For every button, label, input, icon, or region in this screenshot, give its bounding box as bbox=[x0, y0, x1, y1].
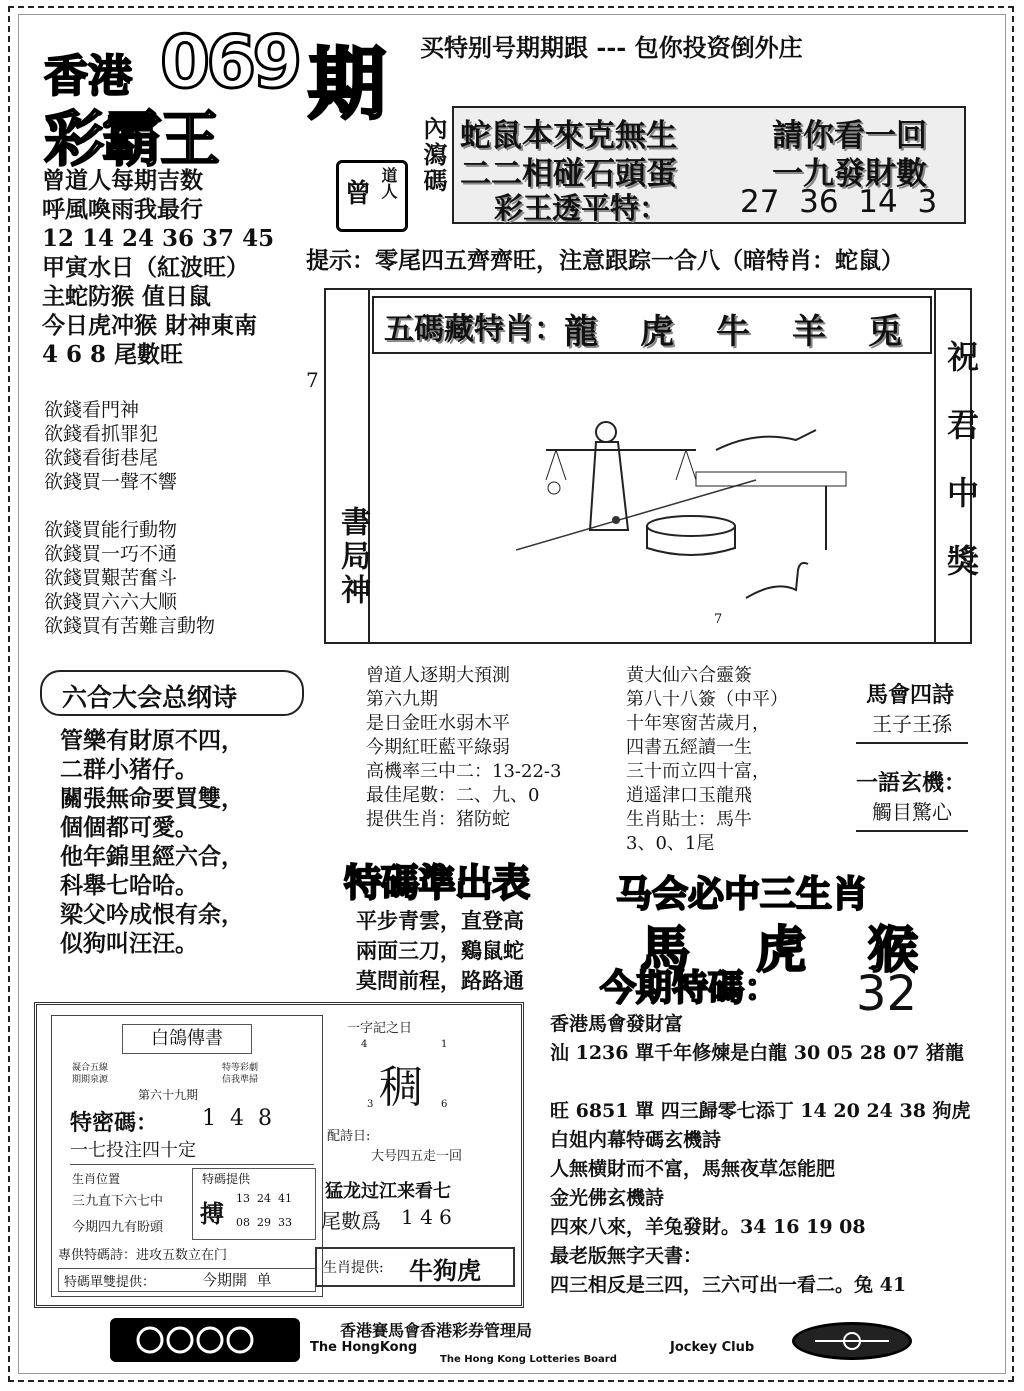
scan-poem-line: 專供特碼詩：进攻五数立在门 bbox=[58, 1248, 228, 1263]
seal-stamp bbox=[336, 160, 408, 232]
poem-line: 關張無命要買雙， bbox=[60, 785, 244, 812]
poem-line: 梁父吟成恨有余， bbox=[60, 901, 244, 928]
huang-line: 三十而立四十富， bbox=[626, 761, 770, 782]
scan-provide-nums2: 08 29 33 bbox=[236, 1216, 292, 1229]
footer bbox=[110, 1318, 922, 1366]
scan-right-title: 一字記之日 bbox=[347, 1021, 413, 1036]
brand-top: 香港 bbox=[44, 51, 132, 102]
scan-big-char: 稠 bbox=[379, 1062, 423, 1113]
nei-line1-left: 蛇鼠本來克無生 bbox=[460, 118, 677, 154]
zeng-line: 最佳尾數：二、九、0 bbox=[366, 785, 540, 806]
qian-line: 欲錢買六六大顺 bbox=[44, 591, 178, 613]
special-line: 兩面三刀，鷄鼠蛇 bbox=[356, 938, 524, 963]
scan-zodiac-label: 生肖提供: bbox=[323, 1260, 384, 1276]
lotteries-logo bbox=[792, 1322, 912, 1360]
yiyu-value: 觸目驚心 bbox=[856, 796, 968, 832]
rb-line: 汕 1236 單千年修煉是白龍 30 05 28 07 猪龍 bbox=[550, 1042, 964, 1064]
huang-line: 十年寒窗苦歲月， bbox=[626, 713, 770, 734]
huang-line: 3、0、1尾 bbox=[626, 833, 715, 854]
brand-bottom: 彩霸王 bbox=[44, 105, 218, 175]
scan-left-card bbox=[51, 1015, 323, 1297]
seal-text: 道人 bbox=[379, 167, 398, 199]
huang-line: 逍遥津口玉龍飛 bbox=[626, 785, 752, 806]
zodiac-title-label: 五碼藏特肖： bbox=[384, 312, 564, 347]
today-label: 今期特碼： bbox=[600, 968, 781, 1009]
picture-panel bbox=[324, 288, 980, 644]
qian-line: 欲錢買有苦難言動物 bbox=[44, 615, 216, 637]
horse-poem-title: 馬會四詩 bbox=[866, 682, 955, 708]
nei-line3-label: 彩王透平特： bbox=[494, 191, 669, 225]
seal-sub: 曾 bbox=[345, 179, 372, 209]
rb-line: 白姐内幕特碼玄機詩 bbox=[550, 1129, 722, 1151]
scan-n1: 1 bbox=[441, 1039, 448, 1050]
issue-number: 069 bbox=[160, 20, 299, 104]
huang-line: 四書五經讀一生 bbox=[626, 737, 752, 758]
qian-line: 欲錢看抓罪犯 bbox=[44, 423, 159, 445]
scan-small-right-1: 特等彩劇 bbox=[222, 1063, 259, 1073]
nei-banner bbox=[452, 106, 966, 224]
hint-line: 提示：零尾四五齊齊旺，注意跟踪一合八（暗特肖：蛇鼠） bbox=[306, 247, 904, 274]
zeng-line: 是日金旺水弱木平 bbox=[366, 713, 510, 734]
zodiac-3: 牛 bbox=[716, 312, 750, 352]
rb-line: 四三相反是三四，三六可出一看二。兔 41 bbox=[550, 1274, 907, 1296]
left-line: 曾道人每期吉数 bbox=[42, 167, 203, 194]
special-table-lines bbox=[356, 906, 524, 996]
zeng-line: 今期紅旺藍平綠弱 bbox=[366, 737, 510, 758]
zeng-line: 第六九期 bbox=[366, 689, 438, 710]
rb-line: 人無横財而不富，馬無夜草怎能肥 bbox=[550, 1158, 836, 1180]
special-table-title: 特碼準出表 bbox=[344, 861, 530, 905]
right-vertical: 祝君中獎 bbox=[942, 340, 980, 612]
zodiac-5: 兎 bbox=[868, 312, 902, 352]
left-line: 今日虎冲猴 財神東南 bbox=[42, 312, 258, 339]
footer-en3: The Hong Kong Lotteries Board bbox=[440, 1354, 617, 1365]
scan-pos-line1: 三九直下六七中 bbox=[72, 1194, 164, 1209]
scan-double-value: 今期開 单 bbox=[202, 1271, 272, 1289]
nei-side-label: 內瀉碼 bbox=[419, 116, 448, 194]
qian-line: 欲錢看門神 bbox=[44, 399, 140, 421]
qian-line: 欲錢買能行動物 bbox=[44, 519, 178, 541]
three-zodiac-3: 猴 bbox=[868, 921, 918, 979]
yiyu-title: 一語玄機： bbox=[856, 770, 967, 796]
special-line: 莫問前程，路路通 bbox=[356, 968, 524, 993]
nei-line1-right: 請你看一回 bbox=[772, 118, 927, 154]
scan-provide-nums1: 13 24 41 bbox=[236, 1192, 292, 1205]
poem-lines bbox=[60, 726, 244, 958]
right-bottom-lines bbox=[550, 1010, 971, 1300]
scan-small-left-1: 凝合五線 bbox=[72, 1063, 109, 1073]
scan-provide-char: 搏 bbox=[200, 1199, 224, 1228]
market-illustration bbox=[516, 410, 876, 630]
scan-small-left-2: 期期泉源 bbox=[72, 1075, 109, 1085]
slogan: 买特别号期期跟 --- 包你投资倒外庄 bbox=[420, 33, 803, 62]
scan-tail-label: 尾數爲 bbox=[321, 1209, 381, 1233]
zodiac-4: 羊 bbox=[792, 312, 826, 352]
scan-pos-line2: 今期四九有盼頭 bbox=[72, 1220, 164, 1235]
qian-lines-b bbox=[44, 518, 215, 638]
jockey-logo bbox=[110, 1318, 300, 1362]
nei-line3-numbers: 27 36 14 3 bbox=[740, 184, 938, 220]
left-vertical: 書局神 bbox=[335, 506, 370, 608]
poem-line: 個個都可愛。 bbox=[60, 814, 198, 841]
zodiac-2: 虎 bbox=[640, 312, 674, 352]
today-number: 32 bbox=[856, 966, 918, 1022]
left-line: 4 6 8 尾數旺 bbox=[42, 341, 184, 368]
rb-line: 香港馬會發財富 bbox=[550, 1013, 684, 1035]
stray-mark: 7 bbox=[306, 368, 319, 392]
poem-line: 二群小猪仔。 bbox=[60, 756, 198, 783]
left-line: 甲寅水日（紅波旺） bbox=[42, 254, 249, 281]
zeng-prediction bbox=[366, 664, 561, 832]
left-line: 主蛇防猴 值日鼠 bbox=[42, 283, 212, 310]
huang-line: 第八十八簽（中平） bbox=[626, 689, 788, 710]
scan-double-label: 特碼單雙提供： bbox=[64, 1275, 156, 1290]
three-zodiac-2: 虎 bbox=[756, 921, 806, 979]
qian-lines-a bbox=[44, 398, 177, 494]
scan-pei-label: 配詩日: bbox=[327, 1129, 371, 1144]
issue-suffix: 期 bbox=[308, 40, 387, 130]
horse-poem-value: 王子王孫 bbox=[856, 708, 968, 744]
scan-n4: 4 bbox=[361, 1039, 368, 1050]
special-line: 平步青雲，直登高 bbox=[356, 908, 524, 933]
scan-n6: 6 bbox=[441, 1099, 448, 1110]
poem-line: 他年錦里經六合， bbox=[60, 843, 244, 870]
scan-tema-label: 特密碼： bbox=[70, 1110, 159, 1136]
scan-dragon-line: 猛龙过江来看七 bbox=[325, 1181, 451, 1202]
scan-pei-text: 大号四五走一回 bbox=[371, 1149, 463, 1164]
scan-bet-line: 一七投注四十定 bbox=[70, 1140, 196, 1161]
zeng-line: 高機率三中二：13-22-3 bbox=[366, 761, 562, 782]
huang-line: 黄大仙六合靈簽 bbox=[626, 665, 752, 686]
scan-card bbox=[34, 1002, 524, 1308]
huang-daxian bbox=[626, 664, 788, 856]
footer-cn: 香港賽馬會香港彩券管理局 bbox=[340, 1321, 533, 1340]
footer-en2: Jockey Club bbox=[670, 1340, 755, 1355]
poem-line: 科舉七哈哈。 bbox=[60, 872, 198, 899]
zeng-line: 提供生肖：猪防蛇 bbox=[366, 809, 510, 830]
scan-n3: 3 bbox=[367, 1099, 374, 1110]
scan-tail-value: 1 4 6 bbox=[401, 1205, 452, 1229]
scan-title: 白鴿傳書 bbox=[122, 1024, 252, 1054]
rb-line: 四來八來，羊兔發財。34 16 19 08 bbox=[550, 1216, 866, 1238]
rb-line: 金光佛玄機詩 bbox=[550, 1187, 665, 1209]
three-zodiac-1: 馬 bbox=[640, 921, 690, 979]
qian-line: 欲錢看街巷尾 bbox=[44, 447, 159, 469]
scan-zodiac-value: 牛狗虎 bbox=[409, 1256, 481, 1285]
scan-small-right-2: 信我準掃 bbox=[222, 1075, 259, 1085]
three-zodiac-title: 马会必中三生肖 bbox=[616, 874, 869, 915]
scan-pos-label: 生肖位置 bbox=[72, 1172, 121, 1186]
rb-line: 最老版無字天書： bbox=[550, 1245, 703, 1267]
left-top-lines bbox=[42, 166, 274, 369]
scan-provide-label: 特碼提供 bbox=[202, 1172, 251, 1186]
nei-line2-right: 一九發財數 bbox=[772, 156, 927, 192]
poem-title: 六合大会总纲诗 bbox=[62, 683, 238, 712]
footer-en1: The HongKong bbox=[310, 1340, 418, 1355]
poem-line: 似狗叫汪汪。 bbox=[60, 930, 198, 957]
qian-line: 欲錢買一聲不響 bbox=[44, 471, 178, 493]
scan-divider bbox=[70, 1164, 314, 1165]
zodiac-1: 龍 bbox=[564, 312, 598, 352]
left-line: 呼風喚雨我最行 bbox=[42, 196, 203, 223]
inner-mark: 7 bbox=[714, 612, 723, 627]
qian-line: 欲錢買一巧不通 bbox=[44, 543, 178, 565]
scan-tema-value: 1 4 8 bbox=[202, 1106, 272, 1131]
rb-line bbox=[550, 1068, 971, 1097]
zeng-line: 曾道人逐期大預測 bbox=[366, 665, 510, 686]
rb-line: 旺 6851 單 四三歸零七添丁 14 20 24 38 狗虎 bbox=[550, 1100, 971, 1122]
poem-line: 管樂有財原不四， bbox=[60, 727, 244, 754]
nei-line2-left: 二二相碰石頭蛋 bbox=[460, 156, 677, 192]
scan-issue: 第六十九期 bbox=[138, 1088, 199, 1102]
huang-line: 生肖貼士：馬牛 bbox=[626, 809, 752, 830]
panel-divider-right bbox=[934, 290, 936, 642]
left-line: 12 14 24 36 37 45 bbox=[42, 225, 275, 252]
qian-line: 欲錢買艱苦奮斗 bbox=[44, 567, 178, 589]
